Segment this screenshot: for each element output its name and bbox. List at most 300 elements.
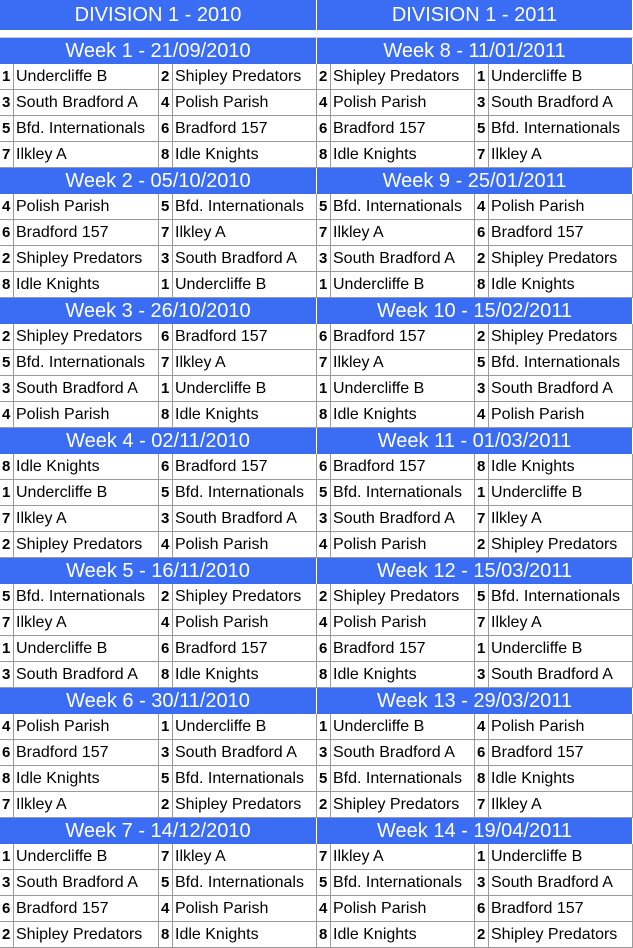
team-name: Shipley Predators bbox=[331, 584, 475, 609]
team-number: 2 bbox=[475, 246, 489, 271]
away-team-cell bbox=[475, 90, 633, 115]
team-name: Undercliffe B bbox=[489, 480, 633, 505]
team-number: 6 bbox=[317, 454, 331, 479]
team-number: 2 bbox=[0, 246, 14, 271]
team-number: 6 bbox=[0, 740, 14, 765]
team-number: 2 bbox=[159, 792, 173, 817]
home-team-cell bbox=[0, 90, 159, 115]
team-number: 3 bbox=[475, 90, 489, 115]
team-number: 8 bbox=[0, 272, 14, 297]
home-team-cell bbox=[0, 454, 159, 479]
team-number: 6 bbox=[317, 116, 331, 141]
week-header-2011: Week 8 - 11/01/2011 bbox=[317, 38, 633, 64]
team-number: 7 bbox=[317, 350, 331, 375]
home-team-cell bbox=[0, 194, 159, 219]
home-team-cell bbox=[317, 376, 475, 401]
team-name: South Bradford A bbox=[173, 246, 317, 271]
home-team-cell bbox=[317, 142, 475, 167]
fixture-row bbox=[0, 532, 633, 558]
away-team-cell bbox=[159, 480, 317, 505]
team-name: Undercliffe B bbox=[14, 636, 159, 661]
team-name: Idle Knights bbox=[14, 766, 159, 791]
team-name: Ilkley A bbox=[173, 844, 317, 869]
team-name: Shipley Predators bbox=[14, 324, 159, 349]
team-number: 8 bbox=[0, 766, 14, 791]
team-number: 2 bbox=[475, 922, 489, 947]
team-number: 1 bbox=[0, 480, 14, 505]
fixture-row bbox=[0, 194, 633, 220]
team-number: 7 bbox=[0, 610, 14, 635]
fixture-row bbox=[0, 610, 633, 636]
team-number: 2 bbox=[159, 64, 173, 89]
team-name: Bradford 157 bbox=[173, 454, 317, 479]
team-name: Idle Knights bbox=[173, 662, 317, 687]
team-number: 4 bbox=[159, 532, 173, 557]
team-number: 4 bbox=[475, 402, 489, 427]
home-team-cell bbox=[317, 272, 475, 297]
home-team-cell bbox=[0, 116, 159, 141]
team-number: 5 bbox=[159, 480, 173, 505]
team-name: Ilkley A bbox=[331, 220, 475, 245]
fixture-row bbox=[0, 896, 633, 922]
team-number: 3 bbox=[159, 740, 173, 765]
team-number: 8 bbox=[159, 402, 173, 427]
team-number: 7 bbox=[0, 506, 14, 531]
team-name: Ilkley A bbox=[489, 792, 633, 817]
away-team-cell bbox=[475, 766, 633, 791]
team-number: 6 bbox=[317, 636, 331, 661]
team-number: 1 bbox=[159, 714, 173, 739]
team-number: 2 bbox=[317, 584, 331, 609]
away-team-cell bbox=[475, 792, 633, 817]
home-team-cell bbox=[317, 324, 475, 349]
away-team-cell bbox=[475, 662, 633, 687]
fixture-row bbox=[0, 142, 633, 168]
team-name: Undercliffe B bbox=[331, 714, 475, 739]
home-team-cell bbox=[0, 220, 159, 245]
fixture-row bbox=[0, 324, 633, 350]
team-name: Ilkley A bbox=[14, 506, 159, 531]
home-team-cell bbox=[317, 402, 475, 427]
away-team-cell bbox=[475, 870, 633, 895]
fixture-row bbox=[0, 584, 633, 610]
team-number: 5 bbox=[159, 766, 173, 791]
away-team-cell bbox=[475, 610, 633, 635]
away-team-cell bbox=[159, 246, 317, 271]
home-team-cell bbox=[0, 376, 159, 401]
team-number: 7 bbox=[159, 844, 173, 869]
team-name: Bradford 157 bbox=[173, 636, 317, 661]
team-number: 3 bbox=[159, 246, 173, 271]
team-name: Idle Knights bbox=[331, 402, 475, 427]
team-name: Ilkley A bbox=[173, 350, 317, 375]
fixture-row bbox=[0, 402, 633, 428]
team-number: 4 bbox=[0, 714, 14, 739]
home-team-cell bbox=[0, 272, 159, 297]
team-number: 4 bbox=[317, 610, 331, 635]
fixture-row bbox=[0, 480, 633, 506]
team-number: 3 bbox=[317, 740, 331, 765]
team-name: Polish Parish bbox=[331, 532, 475, 557]
week-header-2010: Week 1 - 21/09/2010 bbox=[0, 38, 317, 64]
team-name: South Bradford A bbox=[331, 740, 475, 765]
team-name: Bradford 157 bbox=[489, 220, 633, 245]
away-team-cell bbox=[475, 142, 633, 167]
home-team-cell bbox=[317, 350, 475, 375]
fixture-row bbox=[0, 792, 633, 818]
home-team-cell bbox=[0, 740, 159, 765]
team-name: Ilkley A bbox=[331, 844, 475, 869]
home-team-cell bbox=[317, 246, 475, 271]
fixture-row bbox=[0, 636, 633, 662]
home-team-cell bbox=[317, 194, 475, 219]
home-team-cell bbox=[317, 714, 475, 739]
team-name: South Bradford A bbox=[14, 90, 159, 115]
team-name: Bfd. Internationals bbox=[331, 194, 475, 219]
team-name: Bfd. Internationals bbox=[173, 766, 317, 791]
team-number: 2 bbox=[317, 64, 331, 89]
team-number: 4 bbox=[475, 194, 489, 219]
away-team-cell bbox=[159, 896, 317, 921]
team-name: Bradford 157 bbox=[14, 896, 159, 921]
team-number: 4 bbox=[475, 714, 489, 739]
team-name: Idle Knights bbox=[14, 272, 159, 297]
team-name: Bradford 157 bbox=[331, 636, 475, 661]
home-team-cell bbox=[317, 532, 475, 557]
team-number: 3 bbox=[0, 870, 14, 895]
team-name: South Bradford A bbox=[331, 246, 475, 271]
team-name: Polish Parish bbox=[14, 714, 159, 739]
home-team-cell bbox=[0, 506, 159, 531]
team-name: Idle Knights bbox=[489, 454, 633, 479]
team-name: Undercliffe B bbox=[173, 376, 317, 401]
team-name: Bfd. Internationals bbox=[14, 116, 159, 141]
fixture-row bbox=[0, 870, 633, 896]
home-team-cell bbox=[317, 870, 475, 895]
team-name: Polish Parish bbox=[331, 610, 475, 635]
team-name: Polish Parish bbox=[173, 532, 317, 557]
team-name: Idle Knights bbox=[489, 766, 633, 791]
team-name: Bradford 157 bbox=[489, 740, 633, 765]
week-header-2010: Week 3 - 26/10/2010 bbox=[0, 298, 317, 324]
team-name: Undercliffe B bbox=[331, 272, 475, 297]
team-number: 3 bbox=[0, 662, 14, 687]
team-name: Ilkley A bbox=[14, 142, 159, 167]
team-number: 1 bbox=[0, 64, 14, 89]
home-team-cell bbox=[317, 64, 475, 89]
away-team-cell bbox=[159, 350, 317, 375]
team-name: Bradford 157 bbox=[331, 116, 475, 141]
team-name: Idle Knights bbox=[173, 142, 317, 167]
week-header-2011: Week 10 - 15/02/2011 bbox=[317, 298, 633, 324]
team-number: 3 bbox=[159, 506, 173, 531]
week-header-2011: Week 11 - 01/03/2011 bbox=[317, 428, 633, 454]
team-number: 8 bbox=[475, 272, 489, 297]
team-name: Shipley Predators bbox=[14, 922, 159, 947]
team-number: 5 bbox=[475, 116, 489, 141]
team-name: Polish Parish bbox=[173, 610, 317, 635]
away-team-cell bbox=[159, 324, 317, 349]
team-name: Bfd. Internationals bbox=[331, 870, 475, 895]
team-name: Undercliffe B bbox=[14, 844, 159, 869]
team-name: Idle Knights bbox=[173, 922, 317, 947]
team-number: 4 bbox=[159, 90, 173, 115]
team-name: Bradford 157 bbox=[489, 896, 633, 921]
team-name: South Bradford A bbox=[331, 506, 475, 531]
away-team-cell bbox=[475, 220, 633, 245]
home-team-cell bbox=[0, 142, 159, 167]
away-team-cell bbox=[475, 194, 633, 219]
week-header-2010: Week 6 - 30/11/2010 bbox=[0, 688, 317, 714]
team-name: Undercliffe B bbox=[331, 376, 475, 401]
fixture-row bbox=[0, 662, 633, 688]
away-team-cell bbox=[475, 532, 633, 557]
team-number: 1 bbox=[475, 480, 489, 505]
fixture-row bbox=[0, 376, 633, 402]
team-number: 1 bbox=[317, 272, 331, 297]
home-team-cell bbox=[317, 220, 475, 245]
home-team-cell bbox=[317, 584, 475, 609]
team-name: Bfd. Internationals bbox=[489, 116, 633, 141]
team-name: Polish Parish bbox=[489, 402, 633, 427]
away-team-cell bbox=[159, 636, 317, 661]
away-team-cell bbox=[159, 116, 317, 141]
away-team-cell bbox=[159, 662, 317, 687]
team-number: 2 bbox=[475, 324, 489, 349]
team-number: 7 bbox=[159, 220, 173, 245]
fixture-row bbox=[0, 714, 633, 740]
away-team-cell bbox=[475, 896, 633, 921]
team-number: 5 bbox=[0, 350, 14, 375]
team-name: Ilkley A bbox=[14, 610, 159, 635]
team-number: 1 bbox=[159, 376, 173, 401]
team-number: 2 bbox=[159, 584, 173, 609]
fixture-row bbox=[0, 246, 633, 272]
team-name: Polish Parish bbox=[331, 90, 475, 115]
team-name: Undercliffe B bbox=[14, 480, 159, 505]
team-number: 8 bbox=[159, 142, 173, 167]
away-team-cell bbox=[159, 714, 317, 739]
week-header-2011: Week 13 - 29/03/2011 bbox=[317, 688, 633, 714]
team-name: Ilkley A bbox=[331, 350, 475, 375]
away-team-cell bbox=[159, 584, 317, 609]
team-name: Undercliffe B bbox=[173, 272, 317, 297]
home-team-cell bbox=[0, 922, 159, 947]
team-number: 5 bbox=[159, 870, 173, 895]
fixture-row bbox=[0, 844, 633, 870]
team-number: 5 bbox=[159, 194, 173, 219]
fixture-row bbox=[0, 116, 633, 142]
team-name: Polish Parish bbox=[331, 896, 475, 921]
home-team-cell bbox=[0, 324, 159, 349]
team-name: Polish Parish bbox=[173, 896, 317, 921]
team-name: Undercliffe B bbox=[173, 714, 317, 739]
home-team-cell bbox=[0, 610, 159, 635]
team-name: South Bradford A bbox=[14, 662, 159, 687]
team-name: Idle Knights bbox=[331, 142, 475, 167]
fixture-row bbox=[0, 740, 633, 766]
team-name: Ilkley A bbox=[489, 506, 633, 531]
team-number: 8 bbox=[0, 454, 14, 479]
team-number: 1 bbox=[475, 844, 489, 869]
away-team-cell bbox=[475, 506, 633, 531]
away-team-cell bbox=[159, 610, 317, 635]
week-header-2011: Week 14 - 19/04/2011 bbox=[317, 818, 633, 844]
away-team-cell bbox=[159, 792, 317, 817]
team-name: Ilkley A bbox=[14, 792, 159, 817]
away-team-cell bbox=[475, 272, 633, 297]
team-number: 4 bbox=[0, 402, 14, 427]
fixture-row bbox=[0, 922, 633, 948]
home-team-cell bbox=[0, 870, 159, 895]
team-name: Idle Knights bbox=[331, 662, 475, 687]
home-team-cell bbox=[0, 844, 159, 869]
team-number: 7 bbox=[475, 142, 489, 167]
home-team-cell bbox=[0, 896, 159, 921]
away-team-cell bbox=[159, 766, 317, 791]
team-name: Undercliffe B bbox=[14, 64, 159, 89]
away-team-cell bbox=[159, 90, 317, 115]
team-name: South Bradford A bbox=[14, 376, 159, 401]
week-header-2010: Week 2 - 05/10/2010 bbox=[0, 168, 317, 194]
team-name: Shipley Predators bbox=[331, 64, 475, 89]
away-team-cell bbox=[159, 740, 317, 765]
team-number: 8 bbox=[317, 402, 331, 427]
team-name: Idle Knights bbox=[14, 454, 159, 479]
home-team-cell bbox=[317, 740, 475, 765]
home-team-cell bbox=[317, 922, 475, 947]
team-number: 5 bbox=[317, 194, 331, 219]
team-name: Shipley Predators bbox=[331, 792, 475, 817]
away-team-cell bbox=[475, 350, 633, 375]
team-name: Bfd. Internationals bbox=[173, 194, 317, 219]
team-number: 6 bbox=[159, 454, 173, 479]
team-number: 2 bbox=[317, 792, 331, 817]
team-number: 7 bbox=[475, 610, 489, 635]
team-name: Idle Knights bbox=[331, 922, 475, 947]
home-team-cell bbox=[317, 766, 475, 791]
home-team-cell bbox=[317, 454, 475, 479]
team-number: 6 bbox=[475, 220, 489, 245]
team-name: South Bradford A bbox=[489, 376, 633, 401]
team-name: Shipley Predators bbox=[489, 324, 633, 349]
team-number: 1 bbox=[317, 376, 331, 401]
team-number: 7 bbox=[475, 506, 489, 531]
team-name: Bfd. Internationals bbox=[331, 480, 475, 505]
team-name: Ilkley A bbox=[489, 142, 633, 167]
team-number: 4 bbox=[0, 194, 14, 219]
team-number: 1 bbox=[475, 64, 489, 89]
team-number: 5 bbox=[475, 350, 489, 375]
home-team-cell bbox=[317, 636, 475, 661]
away-team-cell bbox=[475, 714, 633, 739]
fixture-row bbox=[0, 454, 633, 480]
team-name: Bfd. Internationals bbox=[173, 480, 317, 505]
team-name: Polish Parish bbox=[489, 194, 633, 219]
team-name: Bfd. Internationals bbox=[489, 584, 633, 609]
team-number: 7 bbox=[159, 350, 173, 375]
fixture-row bbox=[0, 220, 633, 246]
home-team-cell bbox=[317, 116, 475, 141]
home-team-cell bbox=[0, 64, 159, 89]
away-team-cell bbox=[159, 194, 317, 219]
team-number: 1 bbox=[475, 636, 489, 661]
team-number: 7 bbox=[317, 220, 331, 245]
away-team-cell bbox=[475, 402, 633, 427]
team-number: 6 bbox=[159, 636, 173, 661]
team-number: 3 bbox=[475, 662, 489, 687]
team-name: Polish Parish bbox=[14, 194, 159, 219]
team-number: 7 bbox=[475, 792, 489, 817]
team-number: 1 bbox=[159, 272, 173, 297]
team-name: Bradford 157 bbox=[14, 220, 159, 245]
away-team-cell bbox=[159, 532, 317, 557]
home-team-cell bbox=[317, 844, 475, 869]
team-name: South Bradford A bbox=[14, 870, 159, 895]
team-name: Shipley Predators bbox=[173, 64, 317, 89]
home-team-cell bbox=[317, 90, 475, 115]
team-name: Undercliffe B bbox=[489, 64, 633, 89]
home-team-cell bbox=[0, 792, 159, 817]
away-team-cell bbox=[475, 636, 633, 661]
home-team-cell bbox=[317, 792, 475, 817]
team-number: 1 bbox=[0, 844, 14, 869]
team-name: Bradford 157 bbox=[173, 324, 317, 349]
away-team-cell bbox=[475, 376, 633, 401]
team-number: 2 bbox=[0, 324, 14, 349]
away-team-cell bbox=[159, 506, 317, 531]
away-team-cell bbox=[475, 64, 633, 89]
home-team-cell bbox=[317, 662, 475, 687]
fixture-row bbox=[0, 90, 633, 116]
away-team-cell bbox=[475, 480, 633, 505]
team-number: 4 bbox=[159, 610, 173, 635]
fixture-row bbox=[0, 64, 633, 90]
team-number: 5 bbox=[0, 116, 14, 141]
home-team-cell bbox=[0, 532, 159, 557]
home-team-cell bbox=[0, 714, 159, 739]
team-name: Polish Parish bbox=[14, 402, 159, 427]
home-team-cell bbox=[317, 610, 475, 635]
team-number: 1 bbox=[0, 636, 14, 661]
home-team-cell bbox=[0, 766, 159, 791]
team-name: Bfd. Internationals bbox=[14, 350, 159, 375]
team-number: 3 bbox=[317, 246, 331, 271]
away-team-cell bbox=[159, 402, 317, 427]
fixture-row bbox=[0, 272, 633, 298]
team-number: 6 bbox=[0, 220, 14, 245]
team-name: Bfd. Internationals bbox=[14, 584, 159, 609]
team-name: Idle Knights bbox=[173, 402, 317, 427]
team-number: 6 bbox=[0, 896, 14, 921]
team-number: 4 bbox=[317, 896, 331, 921]
home-team-cell bbox=[0, 246, 159, 271]
team-number: 5 bbox=[317, 766, 331, 791]
team-number: 6 bbox=[317, 324, 331, 349]
team-number: 5 bbox=[0, 584, 14, 609]
away-team-cell bbox=[159, 844, 317, 869]
home-team-cell bbox=[0, 584, 159, 609]
week-header-2011: Week 12 - 15/03/2011 bbox=[317, 558, 633, 584]
away-team-cell bbox=[475, 584, 633, 609]
team-name: South Bradford A bbox=[489, 870, 633, 895]
team-name: Undercliffe B bbox=[489, 844, 633, 869]
away-team-cell bbox=[159, 142, 317, 167]
team-name: Shipley Predators bbox=[173, 584, 317, 609]
home-team-cell bbox=[317, 896, 475, 921]
team-number: 6 bbox=[475, 896, 489, 921]
header-spacer bbox=[0, 30, 633, 38]
